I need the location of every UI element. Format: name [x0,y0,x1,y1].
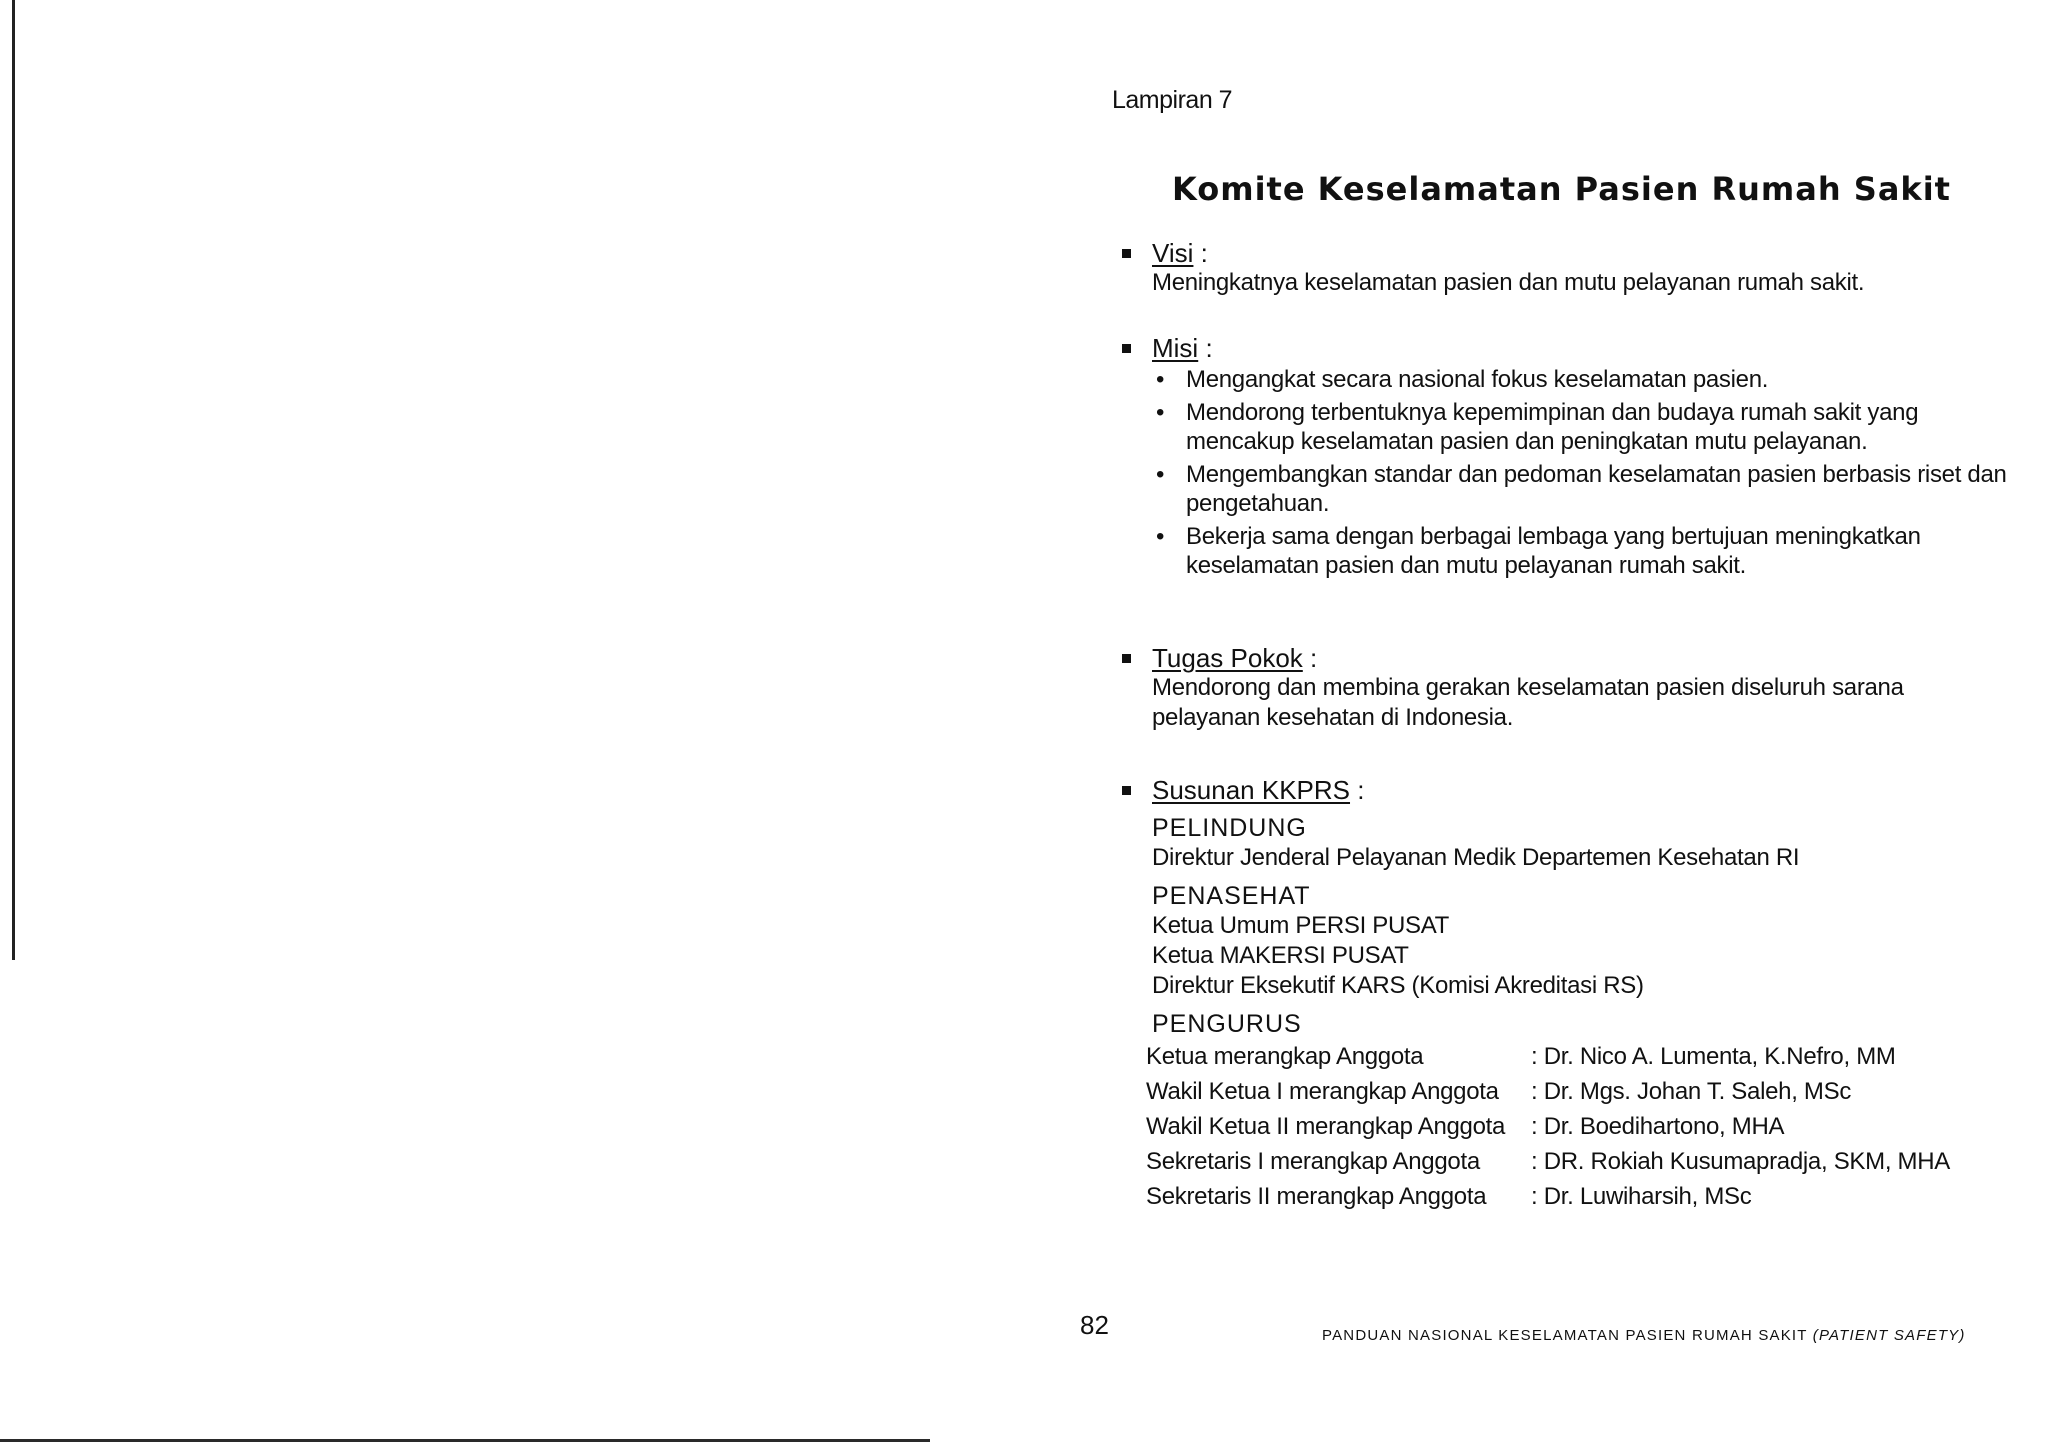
misi-item [1152,522,2010,580]
table-row [1146,1039,1950,1074]
misi-item [1152,460,2010,518]
misi-item [1152,398,2010,456]
pelindung-heading: PELINDUNG [1152,814,1307,842]
bullet-dot-icon: • [1156,399,1165,426]
susunan-heading [1110,775,2010,805]
square-bullet-icon [1122,786,1131,795]
misi-item-text: Bekerja sama dengan berbagai lembaga yang bertujuan meningkatkan keselamatan pasien dan mutu pelayanan rumah sakit. [1186,523,1921,579]
visi-heading-label: Visi [1152,238,1194,268]
penasehat-line: Ketua MAKERSI PUSAT [1152,942,1409,969]
left-page-bottom-rule [0,1439,930,1442]
bullet-dot-icon: • [1156,366,1165,393]
susunan-heading-colon: : [1357,775,1365,805]
misi-heading-colon: : [1205,333,1213,363]
appendix-label: Lampiran 7 [1112,86,1233,114]
pengurus-role: Sekretaris I merangkap Anggota [1146,1148,1480,1175]
visi-heading-colon: : [1200,238,1208,268]
table-row [1146,1074,1950,1109]
pelindung-line: Direktur Jenderal Pelayanan Medik Departemen Kesehatan RI [1152,844,1800,871]
table-row [1146,1144,1950,1179]
tugas-pokok-heading [1110,643,2010,673]
pengurus-name: : Dr. Luwiharsih, MSc [1531,1183,1752,1210]
pengurus-name: : Dr. Nico A. Lumenta, K.Nefro, MM [1531,1043,1896,1070]
visi-heading [1110,238,2010,268]
susunan-heading-label: Susunan KKPRS [1152,775,1351,805]
misi-heading-label: Misi [1152,333,1199,363]
penasehat-line: Ketua Umum PERSI PUSAT [1152,912,1450,939]
pengurus-role: Ketua merangkap Anggota [1146,1043,1424,1070]
running-footer-subtitle: (PATIENT SAFETY) [1812,1327,1966,1344]
table-row [1146,1109,1950,1144]
pengurus-role: Wakil Ketua II merangkap Anggota [1146,1113,1506,1140]
pengurus-name: : DR. Rokiah Kusumapradja, SKM, MHA [1531,1148,1950,1175]
pengurus-name: : Dr. Mgs. Johan T. Saleh, MSc [1531,1078,1852,1105]
bullet-dot-icon: • [1156,461,1165,488]
pengurus-role: Sekretaris II merangkap Anggota [1146,1183,1487,1210]
penasehat-line: Direktur Eksekutif KARS (Komisi Akreditasi RS) [1152,972,1644,999]
misi-list [1110,365,2010,580]
pengurus-heading: PENGURUS [1152,1010,1302,1038]
page-number: 82 [1080,1310,1109,1340]
misi-section [1110,333,2010,584]
misi-item-text: Mengangkat secara nasional fokus keselamatan pasien. [1186,366,1769,393]
pengurus-role: Wakil Ketua I merangkap Anggota [1146,1078,1499,1105]
table-row [1146,1179,1950,1214]
misi-item [1152,365,2010,394]
tugas-pokok-heading-label: Tugas Pokok [1152,643,1303,673]
misi-heading [1110,333,2010,363]
document-page [1080,0,2040,1449]
misi-item-text: Mendorong terbentuknya kepemimpinan dan budaya rumah sakit yang mencakup keselamatan pasien dan peningkatan mutu pelayanan. [1186,399,1919,455]
visi-section [1110,238,2010,298]
misi-item-text: Mengembangkan standar dan pedoman keselamatan pasien berbasis riset dan pengetahuan. [1186,461,2007,517]
left-page-edge-line [12,0,15,960]
tugas-pokok-heading-colon: : [1310,643,1318,673]
square-bullet-icon [1122,249,1131,258]
square-bullet-icon [1122,654,1131,663]
susunan-section [1110,775,2010,1214]
pengurus-name: : Dr. Boedihartono, MHA [1531,1113,1785,1140]
visi-text: Meningkatnya keselamatan pasien dan mutu pelayanan rumah sakit. [1152,269,1865,296]
page-title: Komite Keselamatan Pasien Rumah Sakit [1172,170,1951,208]
running-footer-title: PANDUAN NASIONAL KESELAMATAN PASIEN RUMAH SAKIT [1322,1327,1808,1344]
running-footer [1322,1327,1966,1344]
square-bullet-icon [1122,344,1131,353]
penasehat-heading: PENASEHAT [1152,882,1311,910]
tugas-pokok-text: Mendorong dan membina gerakan keselamatan pasien diseluruh sarana pelayanan kesehatan di Indonesia. [1152,674,1904,731]
tugas-pokok-section [1110,643,2010,733]
pengurus-table [1146,1039,1950,1214]
bullet-dot-icon: • [1156,523,1165,550]
